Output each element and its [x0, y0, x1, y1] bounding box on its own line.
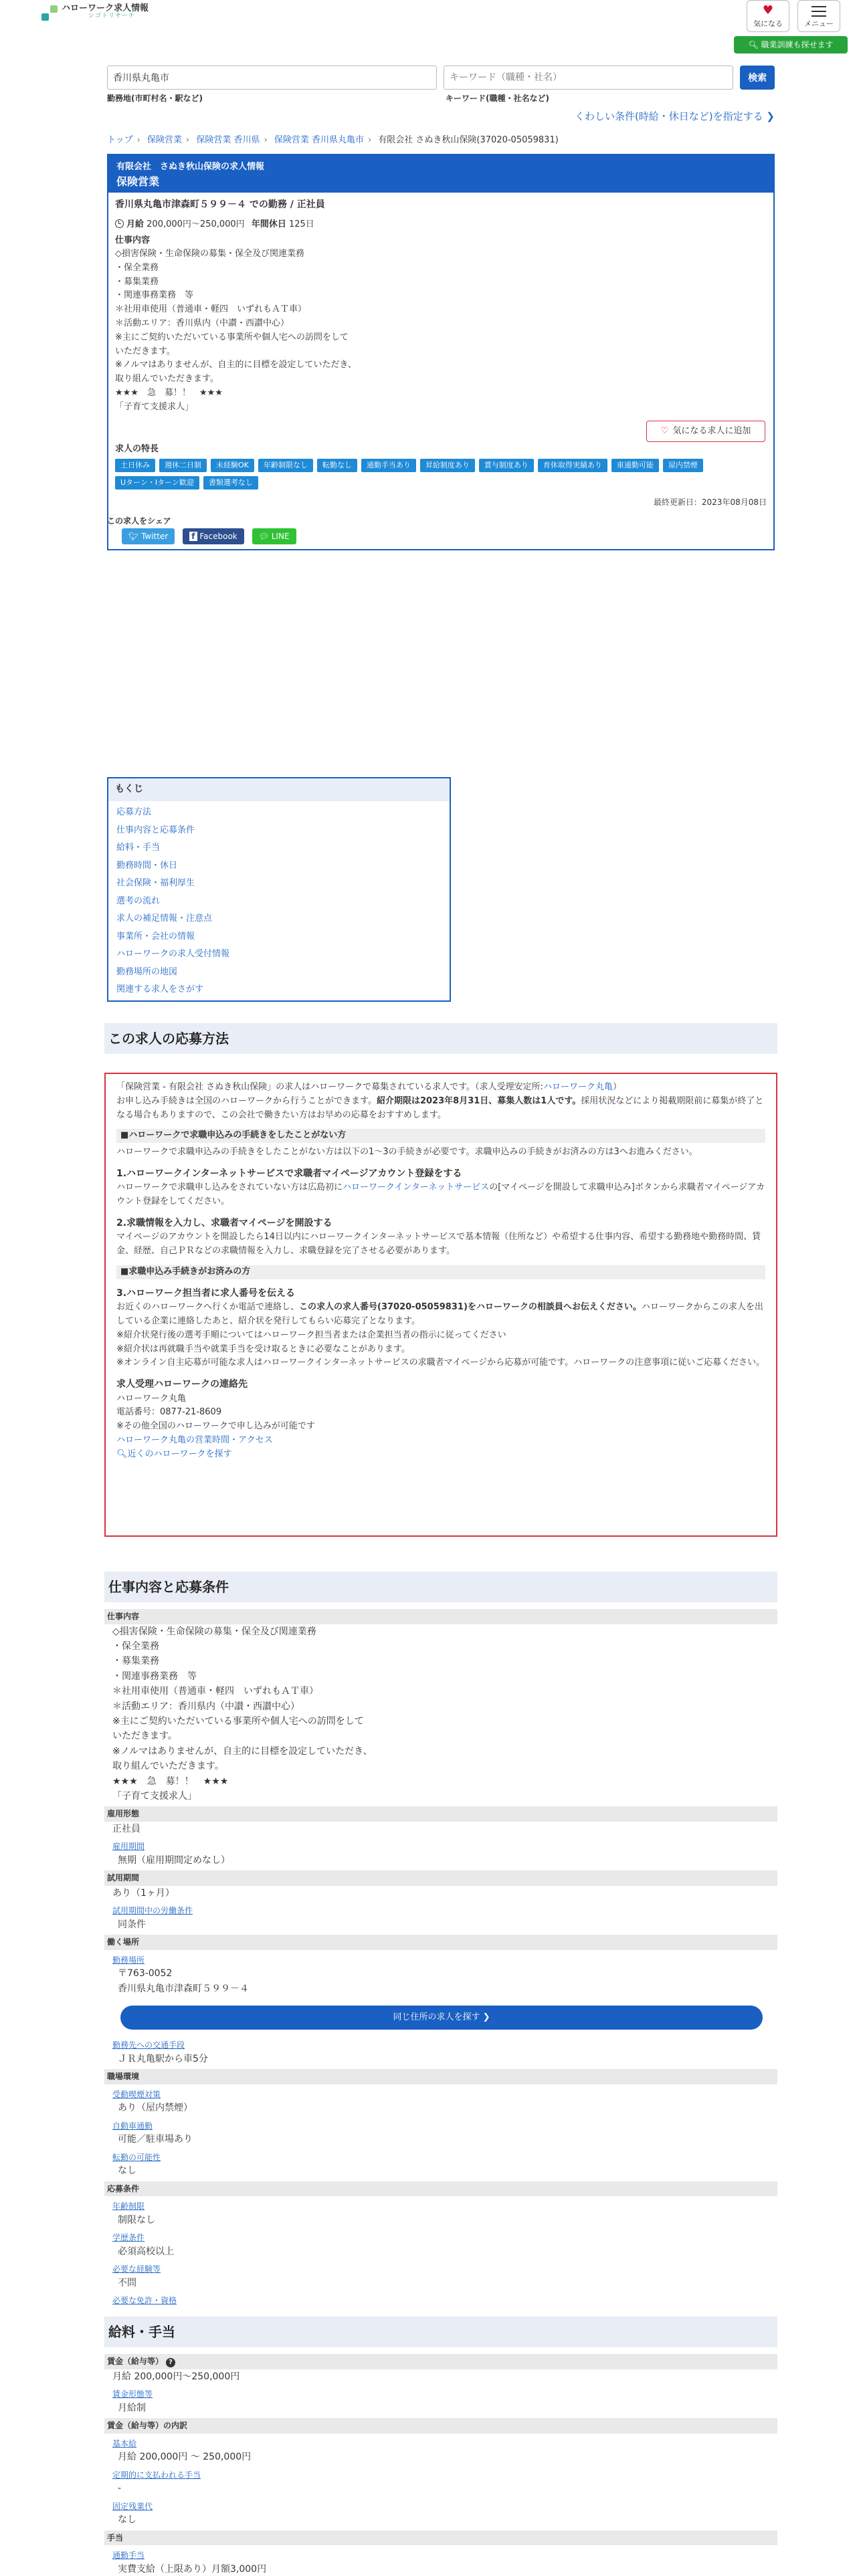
employment-head: 雇用形態	[104, 1806, 777, 1822]
smoking-label[interactable]: 受動喫煙対策	[112, 2089, 161, 2099]
breadcrumb-current: 有限会社 さぬき秋山保険(37020-05059831)	[378, 135, 559, 145]
heart-outline-icon: ♡	[660, 426, 669, 436]
contact-title: 求人受理ハローワークの連絡先	[116, 1379, 248, 1390]
menu-label: メニュー	[804, 19, 834, 28]
feature-tag[interactable]: 未経験OK	[211, 459, 254, 472]
breadcrumb-item[interactable]: 保険営業 香川県丸亀市	[274, 135, 364, 145]
facebook-icon: f	[189, 532, 197, 541]
breadcrumb-item[interactable]: 保険営業 香川県	[196, 135, 260, 145]
add-favorite-button[interactable]	[646, 421, 765, 442]
wage-form-label[interactable]: 賃金形態等	[112, 2389, 153, 2399]
toc-item[interactable]: 勤務場所の地図	[116, 966, 178, 977]
wage-value: 月給 200,000円〜250,000円	[112, 2371, 240, 2382]
experience-value: 不問	[118, 2277, 136, 2288]
share-label: この求人をシェア	[107, 516, 171, 526]
age-label[interactable]: 年齢制限	[112, 2202, 145, 2212]
transfer-label[interactable]: 転勤の可能性	[112, 2152, 161, 2162]
base-pay-label[interactable]: 基本給	[112, 2438, 137, 2448]
line-share-button[interactable]: 💬︎ LINE	[252, 528, 296, 544]
trial-value: あり（1ヶ月）	[112, 1887, 175, 1899]
commute-allowance-label[interactable]: 通勤手当	[112, 2551, 145, 2561]
feature-tag[interactable]: 屋内禁煙	[663, 459, 703, 472]
site-logo[interactable]	[41, 4, 149, 21]
location-label: 勤務地(市町村名・駅など)	[107, 94, 203, 103]
toc-item[interactable]: 勤務時間・休日	[116, 860, 178, 871]
job-summary-card	[107, 154, 775, 550]
office-access-link[interactable]: ハローワーク丸亀の営業時間・アクセス	[116, 1434, 273, 1445]
heart-icon: ♥	[762, 3, 774, 17]
trial-head: 試用期間	[104, 1870, 777, 1886]
step2-text: マイページのアカウントを開設したら14日以内にハローワークインターネットサービスで基本情報（住所など）や希望する仕事内容、希望する勤務地や勤務時間、賃金、経歴、自己ＰＲなどの求職情報を入力し、求職登録を完了させる必要があります。	[116, 1232, 761, 1257]
detail-condition-link[interactable]: くわしい条件(時給・休日など)を指定する ❯	[574, 110, 775, 122]
trial-condition-value: 同条件	[118, 1919, 146, 1930]
apply-bar-registered: ■求職申込み手続きがお済みの方	[116, 1265, 765, 1279]
wage-head: 賃金（給与等） ?	[104, 2354, 777, 2369]
feature-tag[interactable]: 育休取得実績あり	[538, 459, 607, 472]
contact-info: ハローワーク丸亀 電話番号：0877-21-8609 ※その他全国のハローワークで申し込みが可能です ハローワーク丸亀の営業時間・アクセス 🔍︎近くのハローワークを探す	[116, 1393, 315, 1459]
feature-tag[interactable]: 週休二日制	[159, 459, 207, 472]
job-content-text: ◇損害保険・生命保険の募集・保全及び関連業務 ・保全業務 ・募集業務 ・関連事務業務 等 ＊社用車使用（普通車・軽四 いずれもＡＴ車） ＊活動エリア：香川県内（中讃・西讃中心） ※主にご契約いただいている事業所や個人宅への訪問をして いただきます。 ※ノルマはありませんが、自主的に目標を設定していただき、 取り組んでいただきます。 ★★★ 急 募！！ ★★★ 「子育て支援求人」	[115, 248, 357, 412]
toc-item[interactable]: 求人の補足情報・注意点	[116, 914, 213, 924]
feature-tag[interactable]: 書類選考なし	[203, 476, 258, 490]
period-label[interactable]: 雇用期間	[112, 1842, 145, 1852]
feature-tag[interactable]: 年齢制限なし	[258, 459, 313, 472]
company-name: 有限会社 さぬき秋山保険の求人情報	[116, 162, 265, 172]
environment-head: 職場環境	[104, 2069, 777, 2084]
trial-condition-label[interactable]: 試用期間中の労働条件	[112, 1906, 193, 1916]
keyword-label: キーワード(職種・社名など)	[446, 94, 549, 103]
twitter-icon: 🐦︎	[128, 532, 139, 541]
smoking-value: あり（屋内禁煙）	[118, 2103, 193, 2114]
feature-tag[interactable]: 昇給制度あり	[420, 459, 475, 472]
feature-tag[interactable]: 通勤手当あり	[361, 459, 416, 472]
job-training-label: 職業訓練も探せます	[761, 40, 834, 49]
overtime-label[interactable]: 固定残業代	[112, 2501, 153, 2511]
breadcrumb-item[interactable]: 保険営業	[147, 135, 182, 145]
workplace-head: 働く場所	[104, 1935, 777, 1950]
breakdown-head: 賃金（給与等）の内訳	[104, 2418, 777, 2434]
car-commute-value: 可能／駐車場あり	[118, 2134, 193, 2145]
job-content-label: 仕事内容	[115, 235, 151, 245]
fixed-allowance-value: -	[118, 2483, 122, 2494]
hellowork-link[interactable]: ハローワーク丸亀	[543, 1082, 613, 1092]
age-value: 制限なし	[118, 2214, 155, 2226]
menu-button[interactable]	[797, 0, 840, 32]
wage-form-value: 月給制	[118, 2402, 146, 2413]
content-value: ◇損害保険・生命保険の募集・保全及び関連業務 ・保全業務 ・募集業務 ・関連事務業務 等 ＊社用車使用（普通車・軽四 いずれもＡＴ車） ＊活動エリア：香川県内（中讃・西讃中心） ※主にご契約いただいている事業所や個人宅への訪問をして いただきます。 ※ノルマはありませんが、自主的に目標を設定していただき、 取り組んでいただきます。 ★★★ 急 募！！ ★★★ 「子育て支援求人」	[112, 1626, 373, 1802]
keyword-input[interactable]	[444, 66, 733, 90]
car-commute-label[interactable]: 自動車通勤	[112, 2121, 153, 2131]
toc-title: もくじ	[108, 778, 450, 801]
workplace-value: 〒763-0052 香川県丸亀市津森町５９９－４	[118, 1968, 249, 1994]
toc-item[interactable]: 選考の流れ	[116, 895, 161, 906]
favorites-button[interactable]	[747, 0, 789, 32]
line-icon: 💬︎	[258, 532, 269, 541]
search-icon: 🔍︎	[748, 40, 759, 49]
apply-bar-new: ■ハローワークで求職申込みの手続きをしたことがない方	[116, 1129, 765, 1143]
period-value: 無期（雇用期間定めなし）	[118, 1854, 230, 1866]
job-title: 保険営業	[116, 175, 160, 189]
salary-list	[104, 2351, 777, 2576]
logo-mark-icon	[41, 4, 59, 21]
hamburger-icon	[798, 3, 840, 18]
toc-item[interactable]: ハローワークの求人受付情報	[116, 949, 230, 959]
toc-item[interactable]: 給料・手当	[116, 843, 161, 853]
search-panel	[107, 66, 775, 124]
logo-title: ハローワーク求人情報	[62, 3, 149, 13]
last-updated: 最終更新日：2023年08月08日	[653, 498, 767, 507]
conditions-section-title: 仕事内容と応募条件	[104, 1572, 777, 1602]
table-of-contents	[107, 777, 451, 1002]
feature-tags	[115, 459, 764, 490]
toc-item[interactable]: 社会保険・福利厚生	[116, 878, 195, 888]
experience-label[interactable]: 必要な経験等	[112, 2264, 161, 2274]
near-office-link[interactable]: 🔍︎近くのハローワークを探す	[116, 1448, 232, 1459]
allowance-head: 手当	[104, 2531, 777, 2546]
commute-allowance-value: 実費支給（上限あり）月額3,000円	[118, 2563, 267, 2575]
job-card-header	[108, 155, 773, 193]
toc-item[interactable]: 事業所・会社の情報	[116, 931, 195, 942]
feature-tag[interactable]: 土日休み	[115, 459, 155, 472]
overtime-value: なし	[118, 2514, 136, 2526]
apply-intro: 「保険営業 - 有限会社 さぬき秋山保険」の求人はハローワークで募集されている求人です。（求人受理安定所:ハローワーク丸亀） お申し込み手続きは全国のハローワークから行うことができます。紹介期限は2023年8月31日、募集人数は1人です。採用状況などにより掲載期限前に募集が終了となる場合もありますので、この会社で働きたい方はお早めの応募をおすすめします。	[116, 1082, 764, 1120]
apply-method-box	[104, 1073, 777, 1537]
feature-tag[interactable]: 車通勤可能	[611, 459, 659, 472]
toc-item[interactable]: 仕事内容と応募条件	[116, 825, 195, 835]
share-buttons	[122, 528, 296, 544]
license-label[interactable]: 必要な免許・資格	[112, 2296, 177, 2306]
top-header	[0, 0, 859, 67]
breadcrumb: トップ › 保険営業 › 保険営業 香川県 › 保険営業 香川県丸亀市 › 有限会社 さぬき秋山保険(37020-05059831)	[107, 135, 559, 145]
search-icon: 🔍︎	[116, 1448, 128, 1459]
same-address-button[interactable]: 同じ住所の求人を探す ❯	[120, 2006, 763, 2030]
add-favorite-label: 気になる求人に追加	[672, 426, 751, 436]
access-value: ＪＲ丸亀駅から車5分	[118, 2053, 208, 2064]
base-pay-value: 月給 200,000円 〜 250,000円	[118, 2452, 252, 2463]
transfer-value: なし	[118, 2165, 136, 2177]
education-label[interactable]: 学歴条件	[112, 2233, 145, 2243]
features-label: 求人の特長	[115, 443, 159, 454]
internet-service-link[interactable]: ハローワークインターネットサービス	[343, 1182, 490, 1193]
apply-bar-new-text: ハローワークで求職申込みの手続きをしたことがない方は以下の1〜3の手続きが必要です。求職申込みの手続きがお済みの方は3へお進みください。	[116, 1147, 698, 1158]
clock-icon	[115, 219, 124, 228]
toc-item[interactable]: 応募方法	[116, 807, 152, 817]
fixed-allowance-label[interactable]: 定期的に支払われる手当	[112, 2470, 201, 2480]
breadcrumb-item[interactable]: トップ	[107, 135, 133, 145]
job-salary: 月給 200,000円〜250,000円 年間休日 125日	[115, 218, 767, 231]
apply-section-title: この求人の応募方法	[104, 1023, 777, 1054]
facebook-share-button[interactable]: f Facebook	[183, 528, 244, 544]
step1-title: 1.ハローワークインターネットサービスで求職者マイページアカウント登録をする	[116, 1168, 462, 1179]
salary-section-title: 給料・手当	[104, 2317, 777, 2347]
feature-tag[interactable]: 賞与制度あり	[479, 459, 534, 472]
employment-value: 正社員	[112, 1823, 140, 1834]
job-training-button[interactable]	[734, 36, 848, 53]
step1-text: ハローワークで求職申し込みをされていない方は広島初にハローワークインターネットサービスの[マイページを開設して求職申込み]ボタンから求職者マイページアカウント登録をしてください。	[116, 1182, 765, 1207]
job-location: 香川県丸亀市津森町５９９－４ での勤務 / 正社員	[115, 199, 325, 210]
feature-tag[interactable]: Uターン・Iターン歓迎	[115, 476, 199, 490]
location-input[interactable]	[107, 66, 437, 90]
twitter-share-button[interactable]: 🐦︎ Twitter	[122, 528, 175, 544]
step3-title: 3.ハローワーク担当者に求人番号を伝える	[116, 1287, 296, 1299]
requirements-head: 応募条件	[104, 2181, 777, 2197]
step3-text: お近くのハローワークへ行くか電話で連絡し、この求人の求人番号(37020-05059831)をハローワークの相談員へお伝えください。ハローワークからこの求人を出している企業に連絡したあと、紹介状を発行してもらい応募完了となります。 ※紹介状発行後の選考手順についてはハローワーク担当者または企業担当者の指示に従ってください ※紹介状は再就職手当や就業手当を受け取るときに必要なことがあります。 ※オンライン自主応募が可能な求人はハローワークインターネットサービスの求職者マイページから応募が可能です。ハローワークの注意事項に従いご応募ください。	[116, 1302, 765, 1368]
logo-subtitle: シゴトリサーチ	[88, 13, 135, 20]
help-icon[interactable]: ?	[166, 2358, 175, 2367]
feature-tag[interactable]: 転勤なし	[317, 459, 357, 472]
conditions-list	[104, 1606, 777, 2331]
search-button[interactable]: 検索	[740, 66, 775, 90]
access-label[interactable]: 勤務先への交通手段	[112, 2040, 185, 2050]
workplace-label[interactable]: 勤務場所	[112, 1955, 145, 1965]
content-head: 仕事内容	[104, 1609, 777, 1624]
toc-item[interactable]: 関連する求人をさがす	[116, 984, 204, 994]
education-value: 必須高校以上	[118, 2246, 174, 2257]
favorites-label: 気になる	[753, 19, 783, 28]
step2-title: 2.求職情報を入力し、求職者マイページを開設する	[116, 1217, 332, 1228]
